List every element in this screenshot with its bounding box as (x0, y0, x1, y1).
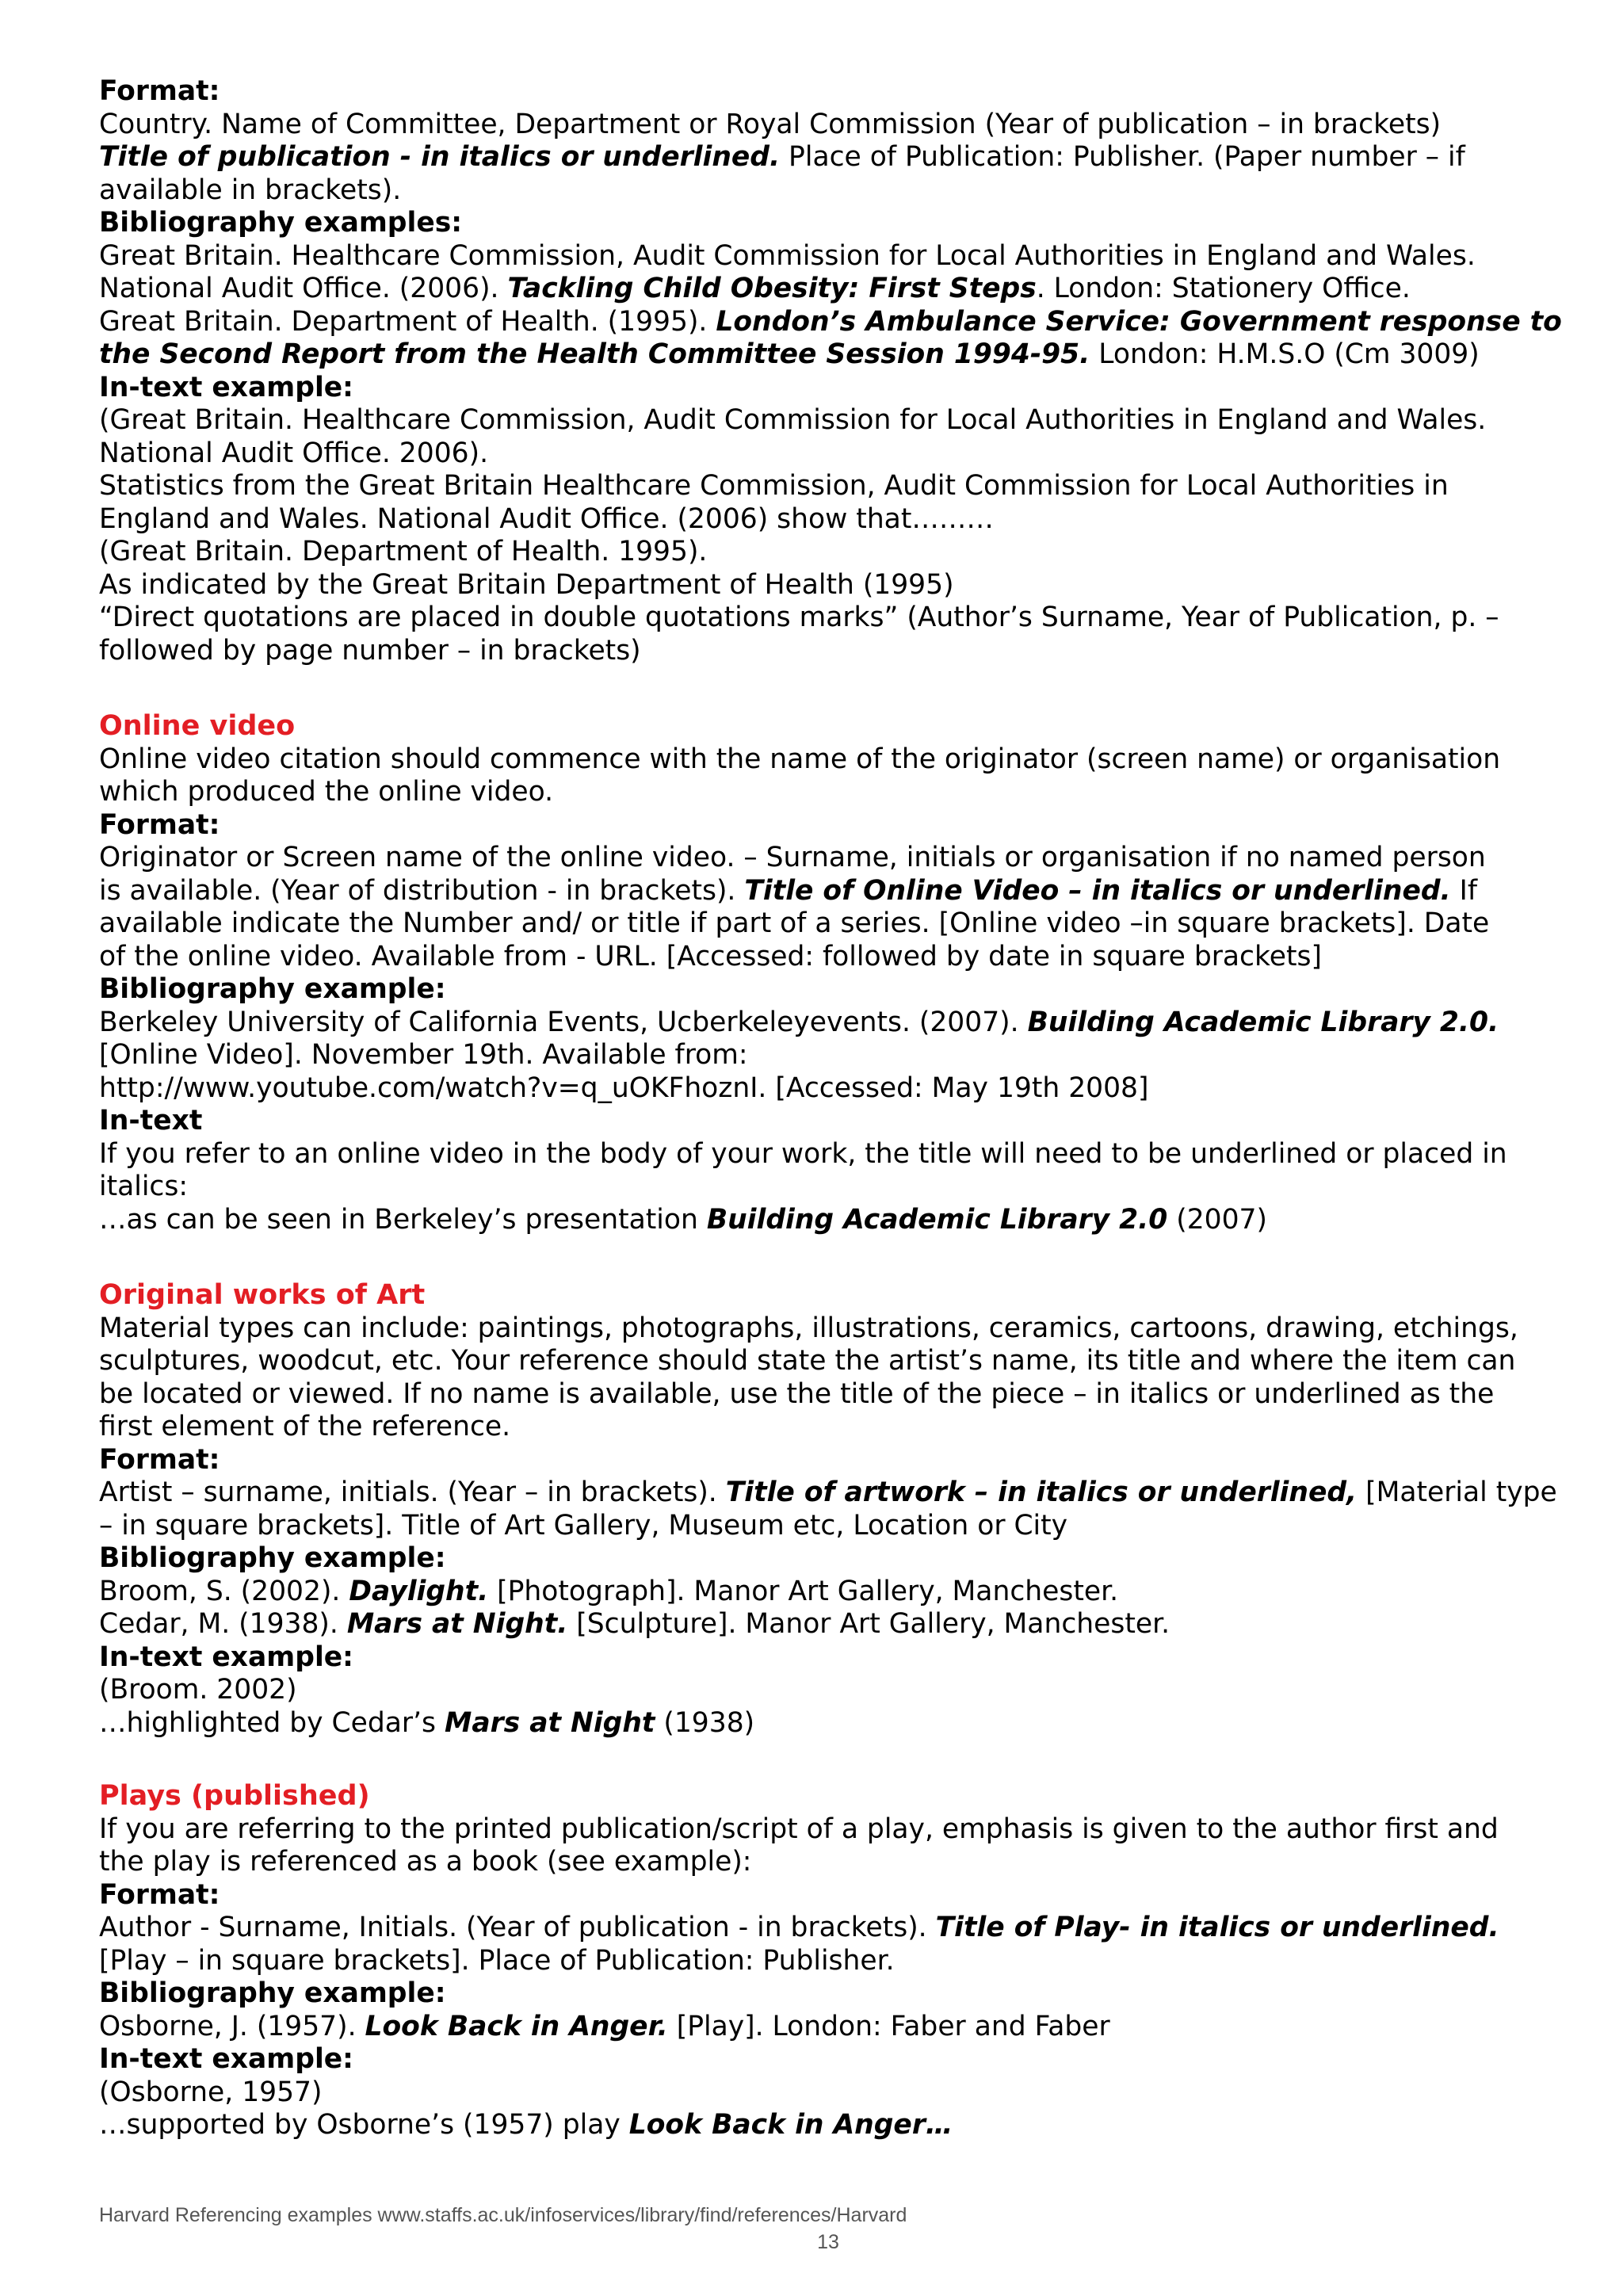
field-label (99, 1641, 1549, 1675)
field-label (99, 75, 1549, 109)
section-spacer (99, 1740, 1549, 1780)
label-text: In-text (99, 1105, 203, 1137)
text-line (99, 240, 1549, 273)
label-text: Bibliography example: (99, 1542, 446, 1574)
text-line (99, 109, 1549, 142)
body-text: which produced the online video. (99, 776, 554, 808)
body-text: first element of the reference. (99, 1411, 511, 1442)
body-text: Material types can include: paintings, photographs, illustrations, ceramics, cartoons, drawing, etchings, (99, 1312, 1518, 1344)
body-text: [Photograph]. Manor Art Gallery, Manchester. (488, 1575, 1119, 1607)
body-text: (Great Britain. Department of Health. 1995). (99, 536, 708, 567)
section-heading (99, 1279, 1549, 1312)
field-label (99, 1542, 1549, 1576)
emphasized-title: London’s Ambulance Service: Government response to (716, 305, 1562, 338)
body-text: London: H.M.S.O (Cm 3009) (1090, 338, 1480, 370)
body-text: (Broom. 2002) (99, 1674, 297, 1706)
text-line (99, 437, 1549, 471)
body-text: the play is referenced as a book (see example): (99, 1846, 752, 1878)
page-number: 13 (817, 2231, 839, 2253)
text-line (99, 273, 1549, 306)
field-label (99, 1444, 1549, 1477)
body-text: (Osborne, 1957) (99, 2076, 323, 2108)
body-text: Originator or Screen name of the online video. – Surname, initials or organisation if no named person (99, 842, 1486, 873)
text-line (99, 569, 1549, 602)
emphasized-title: Building Academic Library 2.0. (1027, 1006, 1499, 1038)
text-line (99, 602, 1549, 635)
body-text: National Audit Office. (2006). (99, 273, 508, 304)
body-text: Author - Surname, Initials. (Year of publication - in brackets). (99, 1912, 936, 1943)
text-line (99, 1912, 1549, 1945)
text-line (99, 536, 1549, 569)
text-line (99, 338, 1549, 372)
text-line (99, 1945, 1549, 1978)
footer-note: Harvard Referencing examples www.staffs.ac.uk/infoservices/library/find/references/Harvard (99, 2204, 907, 2226)
text-line (99, 470, 1549, 503)
text-line (99, 1674, 1549, 1707)
page-footer (99, 2203, 1549, 2253)
label-text: In-text example: (99, 371, 353, 403)
heading-text: Plays (published) (99, 1780, 370, 1812)
body-text: of the online video. Available from - URL. [Accessed: followed by date in square brackets] (99, 940, 1322, 972)
body-text: Great Britain. Department of Health. (1995). (99, 305, 716, 338)
text-line (99, 305, 1562, 339)
body-text: [Online Video]. November 19th. Available from: (99, 1039, 748, 1071)
body-text: Cedar, M. (1938). (99, 1608, 347, 1640)
body-text: [Material type (1357, 1477, 1557, 1508)
label-text: Format: (99, 1443, 220, 1476)
text-line (99, 1608, 1549, 1641)
body-text: …supported by Osborne’s (1957) play (99, 2109, 629, 2141)
text-line (99, 174, 1549, 208)
body-text: . London: Stationery Office. (1036, 273, 1411, 304)
emphasized-title: Title of artwork – in italics or underlined, (725, 1477, 1358, 1508)
body-text: [Play – in square brackets]. Place of Publication: Publisher. (99, 1944, 895, 1977)
text-line (99, 1510, 1549, 1543)
emphasized-title: Mars at Night. (346, 1608, 568, 1640)
emphasized-title: Daylight. (349, 1575, 489, 1607)
text-line (99, 941, 1549, 974)
text-line (99, 2076, 1549, 2110)
text-line (99, 875, 1549, 908)
text-line (99, 1576, 1549, 1609)
body-text: Statistics from the Great Britain Healthcare Commission, Audit Commission for Local Authorities in (99, 470, 1449, 502)
label-text: In-text example: (99, 1641, 353, 1673)
body-text: “Direct quotations are placed in double quotations marks” (Author’s Surname, Year of Publication, p. – (99, 602, 1499, 633)
page-content (99, 75, 1562, 2142)
body-text: If you are referring to the printed publication/script of a play, emphasis is given to the author first and (99, 1813, 1499, 1845)
field-label (99, 809, 1549, 842)
text-line (99, 141, 1549, 174)
body-text: Great Britain. Healthcare Commission, Audit Commission for Local Authorities in England and Wales. (99, 239, 1476, 272)
body-text: available indicate the Number and/ or title if part of a series. [Online video –in square brackets]. Date (99, 907, 1490, 939)
body-text: is available. (Year of distribution - in brackets). (99, 874, 745, 907)
body-text: Place of Publication: Publisher. (Paper number – if (780, 141, 1465, 173)
body-text: …as can be seen in Berkeley’s presentation (99, 1203, 707, 1236)
label-text: Bibliography example: (99, 973, 446, 1005)
body-text: Berkeley University of California Events, Ucberkeleyevents. (2007). (99, 1006, 1028, 1038)
text-line (99, 1378, 1549, 1412)
text-line (99, 1477, 1557, 1510)
body-text: England and Wales. National Audit Office. (2006) show that……… (99, 502, 994, 535)
text-line (99, 1039, 1549, 1072)
text-line (99, 1204, 1549, 1237)
field-label (99, 372, 1549, 405)
section-spacer (99, 1236, 1549, 1279)
text-line (99, 635, 1549, 668)
text-line (99, 1707, 1549, 1740)
section-spacer (99, 667, 1549, 710)
text-line (99, 2011, 1549, 2044)
body-text: Country. Name of Committee, Department or Royal Commission (Year of publication – in brackets) (99, 108, 1442, 140)
label-text: Bibliography examples: (99, 207, 463, 239)
body-text: Broom, S. (2002). (99, 1575, 349, 1607)
emphasized-title: the Second Report from the Health Committee Session 1994-95. (99, 338, 1090, 370)
emphasized-title: Title of publication - in italics or underlined. (99, 141, 781, 173)
label-text: Format: (99, 808, 220, 841)
body-text: As indicated by the Great Britain Department of Health (1995) (99, 568, 954, 601)
emphasized-title: Mars at Night (445, 1706, 655, 1739)
body-text: [Play]. London: Faber and Faber (667, 2010, 1110, 2042)
section-heading (99, 1780, 1549, 1813)
text-line (99, 1813, 1549, 1847)
text-line (99, 1171, 1549, 1204)
body-text: Online video citation should commence with the name of the originator (screen name) or organisation (99, 743, 1501, 775)
emphasized-title: Tackling Child Obesity: First Steps (507, 273, 1037, 304)
body-text: If (1450, 874, 1477, 907)
body-text: Osborne, J. (1957). (99, 2010, 365, 2042)
body-text: http://www.youtube.com/watch?v=q_uOKFhoznI. [Accessed: May 19th 2008] (99, 1072, 1149, 1104)
heading-text: Original works of Art (99, 1279, 426, 1311)
body-text: – in square brackets]. Title of Art Gallery, Museum etc, Location or City (99, 1509, 1068, 1541)
emphasized-title: Look Back in Anger… (628, 2109, 953, 2141)
body-text: available in brackets). (99, 174, 402, 206)
body-text: (Great Britain. Healthcare Commission, Audit Commission for Local Authorities in England and Wales. (99, 404, 1487, 436)
field-label (99, 2043, 1549, 2076)
emphasized-title: Title of Play- in italics or underlined. (935, 1912, 1499, 1943)
text-line (99, 1345, 1549, 1378)
text-line (99, 842, 1549, 875)
text-line (99, 404, 1549, 437)
field-label (99, 1977, 1549, 2011)
label-text: In-text example: (99, 2043, 353, 2075)
body-text: Artist – surname, initials. (Year – in brackets). (99, 1477, 726, 1508)
body-text: followed by page number – in brackets) (99, 634, 641, 667)
field-label (99, 1879, 1549, 1912)
text-line (99, 743, 1549, 777)
text-line (99, 1312, 1549, 1346)
text-line (99, 1138, 1549, 1171)
body-text: sculptures, woodcut, etc. Your reference should state the artist’s name, its title and where the item can (99, 1345, 1516, 1377)
text-line (99, 2109, 1549, 2142)
body-text: (2007) (1167, 1203, 1267, 1236)
text-line (99, 776, 1549, 809)
field-label (99, 973, 1549, 1007)
body-text: National Audit Office. 2006). (99, 437, 489, 469)
label-text: Format: (99, 75, 220, 107)
body-text: italics: (99, 1171, 188, 1202)
body-text: …highlighted by Cedar’s (99, 1706, 445, 1739)
text-line (99, 907, 1549, 941)
field-label (99, 207, 1549, 240)
label-text: Bibliography example: (99, 1977, 446, 2009)
body-text: [Sculpture]. Manor Art Gallery, Manchester. (567, 1608, 1170, 1640)
text-line (99, 1007, 1549, 1040)
text-line (99, 1846, 1549, 1879)
emphasized-title: Look Back in Anger. (365, 2010, 668, 2042)
section-heading (99, 710, 1549, 743)
text-line (99, 1072, 1549, 1106)
body-text: be located or viewed. If no name is available, use the title of the piece – in italics or underlined as the (99, 1377, 1495, 1410)
emphasized-title: Title of Online Video – in italics or underlined. (744, 874, 1451, 907)
heading-text: Online video (99, 710, 296, 742)
body-text: (1938) (655, 1706, 755, 1739)
label-text: Format: (99, 1878, 220, 1911)
emphasized-title: Building Academic Library 2.0 (706, 1203, 1168, 1236)
body-text: If you refer to an online video in the body of your work, the title will need to be underlined or placed in (99, 1137, 1507, 1170)
text-line (99, 503, 1549, 537)
text-line (99, 1411, 1549, 1444)
field-label (99, 1105, 1549, 1138)
